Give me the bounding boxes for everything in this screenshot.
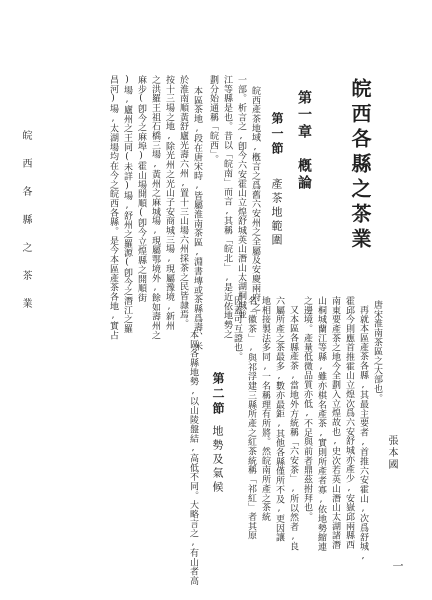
body-line: )場,廬州之王同(未詳)場,舒州之羅源(卽今之潛江之羅 bbox=[122, 75, 132, 334]
body-line: 按十三場之地,除光州之光山子安商城三場,現屬豫境,新州 bbox=[164, 75, 174, 331]
body-line: 唐宋淮南茶區之大部也。 bbox=[372, 300, 382, 403]
section2-heading: 第二節 bbox=[211, 372, 225, 417]
section2-title: 地勢及氣候 bbox=[211, 425, 224, 495]
body-line: 南東要產茶之地今全劃入立煌故也,史次若英山潛山太湖諸潛 bbox=[330, 296, 340, 550]
body-line: 山桐城蘭江等縣,雖亦棋名產茶,實則所產者寡,依地勢縮連 bbox=[316, 296, 326, 552]
body-line: 本區各縣地勢,以山陵盤結,高低不同。大略言之,有山者高 bbox=[188, 330, 198, 586]
author-name: 張本國 bbox=[386, 435, 397, 471]
body-line: 又本區各縣產茶,當地外方統稱「六安茶」,所以然者,良 bbox=[288, 305, 298, 552]
body-line: 地相接製法多同,一名稱理有所將。然皖南所產之茶統 bbox=[260, 296, 270, 522]
body-line: 昌河)場,太湖場均在今之皖西各縣。是今本區產茶各地,實占 bbox=[108, 75, 118, 340]
section1-heading: 第一節 bbox=[270, 112, 284, 157]
body-line: 之洪羅王祖石橋三場,黃州之麻城場,現屬鄂境外,餘如壽州之 bbox=[150, 75, 160, 340]
body-line: 於淮南順黃舒廬光壽六州,置十三山場六州採茶之民皆隷焉。 bbox=[178, 75, 188, 329]
body-line: 霍邱今則應首推霍山立煌次爲六安舒城亦產少,安嶽邱兩縣西 bbox=[344, 296, 354, 550]
section1-title: 產茶地範圍 bbox=[270, 178, 283, 248]
body-line: 因蓋可互證也。 bbox=[232, 296, 242, 362]
body-line: 一部。析言之,卽今六安霍山立煌舒城英山潛山太湖桐城並 bbox=[236, 75, 246, 320]
body-line: 之邊境。產量低微品質亦低,不足與前者鼎茲拊拜也。 bbox=[302, 296, 312, 522]
body-line: 江等縣是也。昔以「皖南」而言,其稱「皖北」,是近依地勢之 bbox=[222, 75, 232, 339]
body-line: 皖西產茶地域,槪言之爲舊六安州之全屬及安慶兩府之 bbox=[250, 86, 260, 312]
page-title: 皖西各縣之茶業 bbox=[348, 78, 372, 253]
body-line: 本區茶地,段在唐宋時,皆屬淮南茶區,淵書塼或茶縣爲壽、米 bbox=[192, 86, 202, 351]
body-line: 麻步(卽今之麻埠)霍山場開順(卽今立煌縣之開順街 bbox=[136, 75, 146, 303]
body-line: 名「徽茶」,與祁浮建三縣所產之紅茶統稱「祁紅」者其原 bbox=[246, 296, 256, 541]
body-line: 再就本區產茶各縣,其最主要者,首推六安霍山,次爲舒城, bbox=[358, 305, 368, 562]
running-title: 皖 西 各 縣 之 茶 業 bbox=[20, 130, 31, 312]
chapter-heading: 第一章 槪論 bbox=[296, 90, 312, 192]
page-number: 一 bbox=[391, 560, 404, 571]
body-line: 六屬所產之茶最多,數亦最鉅,其他各縣僅所不及,更因讓 bbox=[274, 296, 284, 543]
body-line: 劃分始通稱「皖西」。 bbox=[208, 75, 218, 164]
